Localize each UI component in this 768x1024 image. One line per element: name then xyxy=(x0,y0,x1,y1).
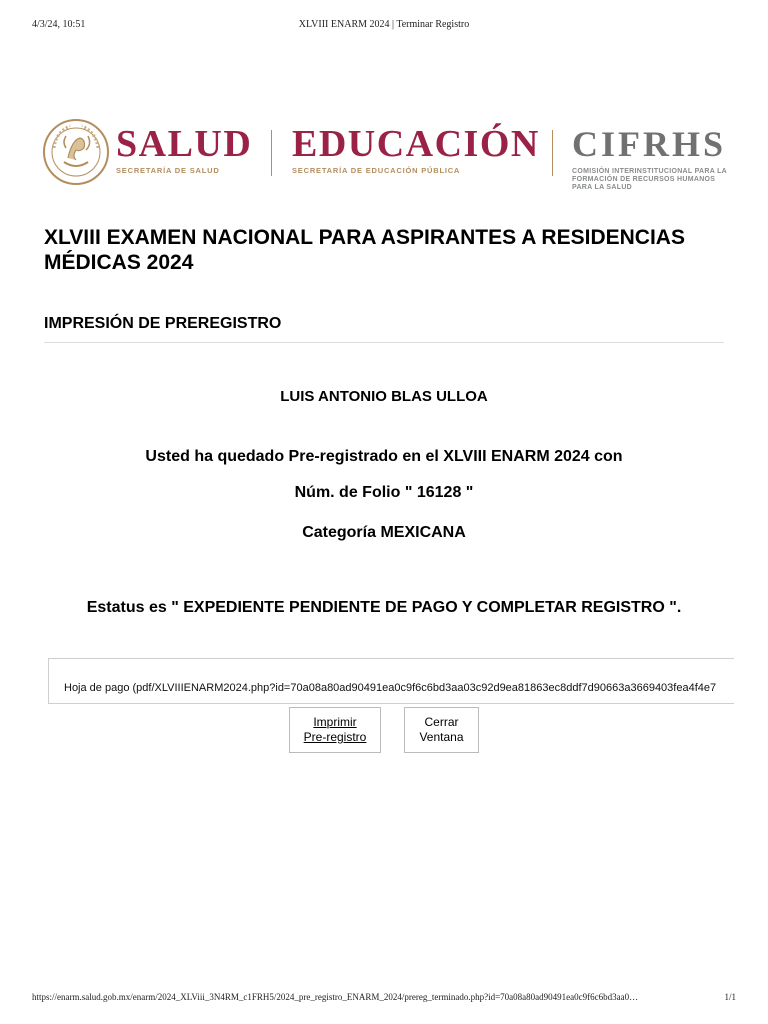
close-button-label-line1: Cerrar xyxy=(424,715,459,729)
divider xyxy=(44,342,724,343)
salud-logo-name: SALUD xyxy=(116,123,253,165)
cifrhs-logo xyxy=(572,124,732,192)
applicant-name: LUIS ANTONIO BLAS ULLOA xyxy=(280,388,488,405)
cifrhs-logo-name: CIFRHS xyxy=(572,124,727,164)
print-datetime: 4/3/24, 10:51 xyxy=(32,19,86,30)
logo-divider xyxy=(271,130,272,176)
print-header xyxy=(0,12,768,32)
educacion-logo-subtitle: SECRETARÍA DE EDUCACIÓN PÚBLICA xyxy=(292,166,461,175)
print-button-label-line2: Pre-registro xyxy=(303,730,367,744)
cifrhs-logo-subtitle: COMISIÓN INTERINSTITUCIONAL PARA LA FORMACIÓN DE RECURSOS HUMANOS PARA LA SALUD xyxy=(572,168,727,191)
section-subtitle: IMPRESIÓN DE PREREGISTRO xyxy=(44,315,282,332)
print-url: https://enarm.salud.gob.mx/enarm/2024_XLViii_3N4RM_c1FRH5/2024_pre_registro_ENARM_2024/prereg_terminado.php?id=70a08a80ad90491ea0c9f6c6bd3aa0… xyxy=(32,992,639,1002)
educacion-logo xyxy=(292,124,540,175)
status-message: Estatus es " EXPEDIENTE PENDIENTE DE PAGO Y COMPLETAR REGISTRO ". xyxy=(86,599,682,616)
print-button-label-line1: Imprimir xyxy=(313,715,357,729)
folio-number: Núm. de Folio " 16128 " xyxy=(294,484,474,501)
print-preregistration-button[interactable] xyxy=(289,707,381,753)
page-title: XLVIII EXAMEN NACIONAL PARA ASPIRANTES A RESIDENCIAS MÉDICAS 2024 xyxy=(44,226,685,274)
logo-divider xyxy=(552,130,553,176)
preregistration-message: Usted ha quedado Pre-registrado en el XLVIII ENARM 2024 con xyxy=(145,448,623,465)
category: Categoría MEXICANA xyxy=(302,524,466,541)
educacion-logo-name: EDUCACIÓN xyxy=(292,123,540,165)
institution-logos xyxy=(42,118,732,198)
payment-link-box xyxy=(48,658,734,704)
print-page-number: 1/1 xyxy=(724,992,736,1002)
close-window-button[interactable] xyxy=(404,707,479,753)
salud-logo-subtitle: SECRETARÍA DE SALUD xyxy=(116,166,220,175)
close-button-label-line2: Ventana xyxy=(419,730,464,744)
print-footer xyxy=(0,990,768,1010)
payment-sheet-link[interactable]: Hoja de pago (pdf/XLVIIIENARM2024.php?id=70a08a80ad90491ea0c9f6c6bd3aa03c92d9ea81863ec8ddf7d90663a3669403fea4f4e7 xyxy=(64,682,717,694)
print-page-title: XLVIII ENARM 2024 | Terminar Registro xyxy=(298,19,470,30)
mexican-coat-of-arms-seal-icon xyxy=(42,118,110,186)
salud-logo xyxy=(116,124,252,175)
